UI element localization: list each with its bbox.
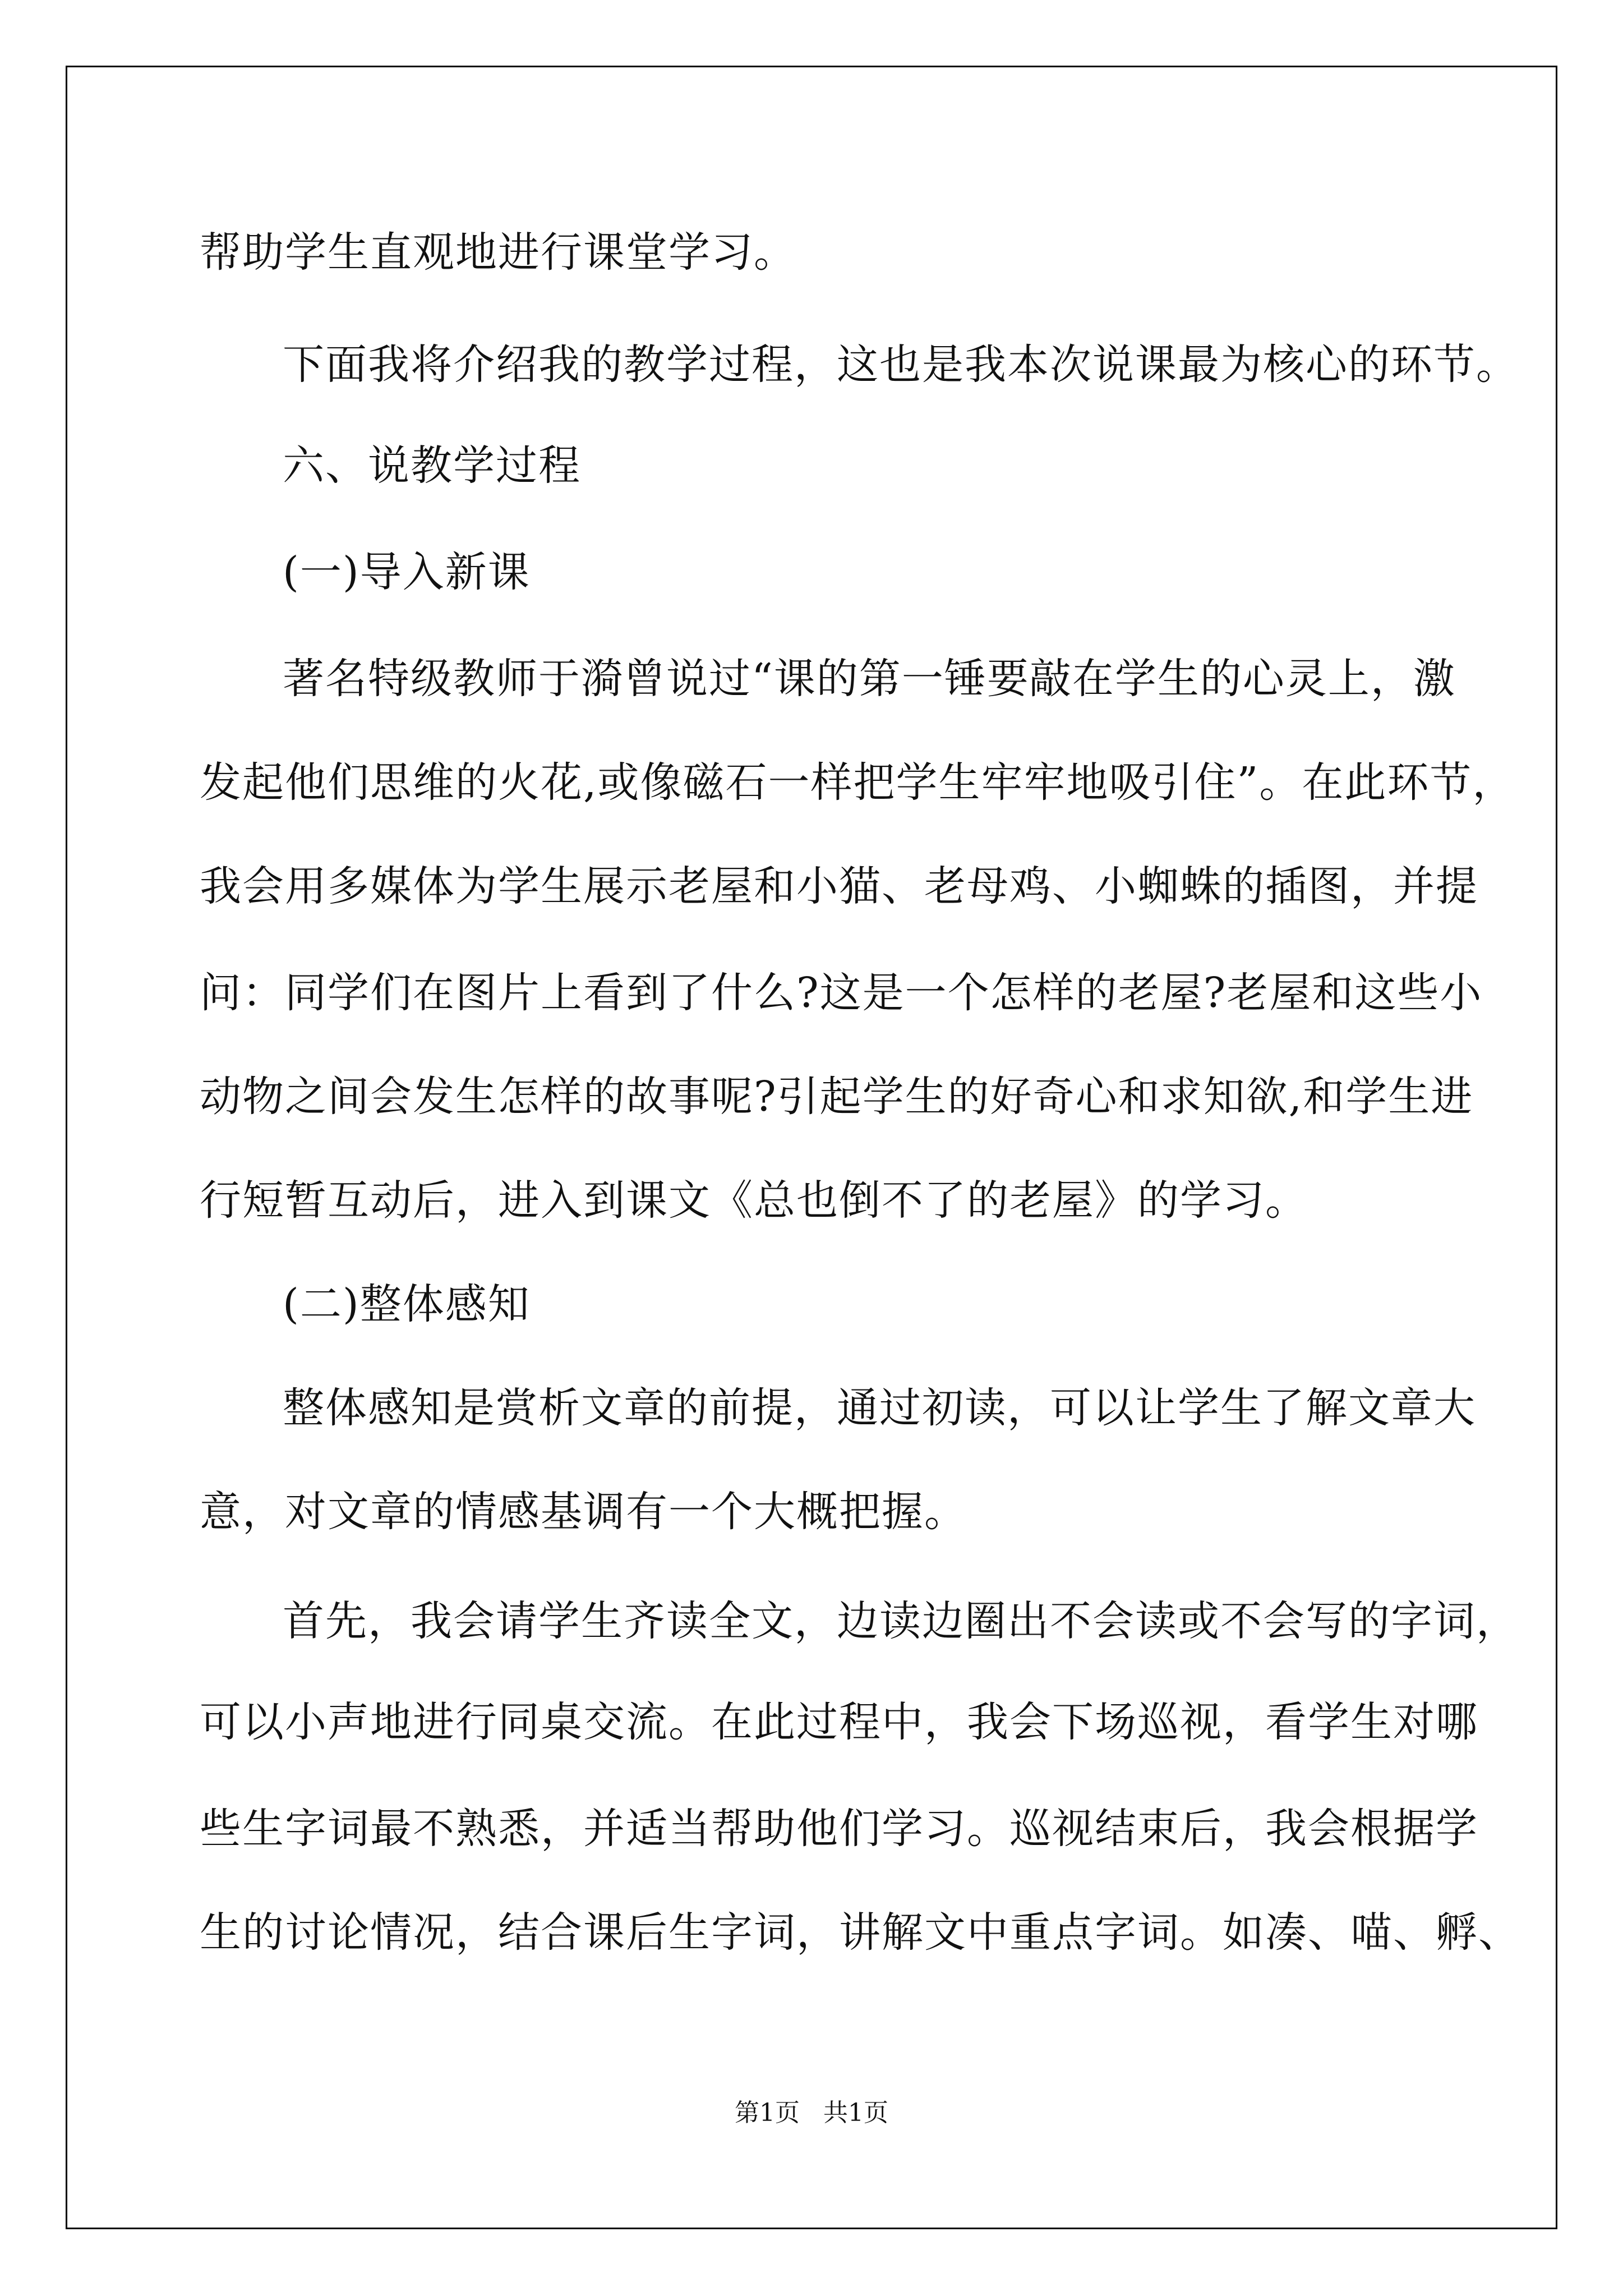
paragraph-line: 动物之间会发生怎样的故事呢?引起学生的好奇心和求知欲,和学生进 bbox=[200, 1073, 1474, 1121]
paragraph-line: 帮助学生直观地进行课堂学习。 bbox=[200, 228, 796, 277]
paragraph-line: 下面我将介绍我的教学过程，这也是我本次说课最为核心的环节。 bbox=[283, 341, 1519, 389]
paragraph-line: 问：同学们在图片上看到了什么?这是一个怎样的老屋?老屋和这些小 bbox=[200, 969, 1483, 1017]
page-number-footer: 第1页 共1页 bbox=[735, 2099, 888, 2127]
subsection-heading: (二)整体感知 bbox=[283, 1280, 531, 1328]
paragraph-line: 意，对文章的情感基调有一个大概把握。 bbox=[200, 1488, 967, 1536]
paragraph-line: 首先，我会请学生齐读全文，边读边圈出不会读或不会写的字词， bbox=[283, 1597, 1519, 1645]
paragraph-line: 整体感知是赏析文章的前提，通过初读，可以让学生了解文章大 bbox=[283, 1384, 1476, 1432]
section-heading: 六、说教学过程 bbox=[283, 441, 581, 490]
paragraph-line: 些生字词最不熟悉，并适当帮助他们学习。巡视结束后，我会根据学 bbox=[200, 1805, 1478, 1853]
paragraph-line: 发起他们思维的火花,或像磁石一样把学生牢牢地吸引住”。在此环节， bbox=[200, 758, 1515, 807]
paragraph-line: 著名特级教师于漪曾说过“课的第一锤要敲在学生的心灵上，激 bbox=[283, 655, 1456, 703]
paragraph-line: 我会用多媒体为学生展示老屋和小猫、老母鸡、小蜘蛛的插图，并提 bbox=[200, 862, 1478, 910]
paragraph-line: 可以小声地进行同桌交流。在此过程中，我会下场巡视，看学生对哪 bbox=[200, 1698, 1478, 1746]
paragraph-line: 行短暂互动后，进入到课文《总也倒不了的老屋》的学习。 bbox=[200, 1176, 1308, 1225]
subsection-heading: (一)导入新课 bbox=[283, 548, 531, 596]
paragraph-line: 生的讨论情况，结合课后生字词，讲解文中重点字词。如凑、喵、孵、 bbox=[200, 1908, 1521, 1957]
